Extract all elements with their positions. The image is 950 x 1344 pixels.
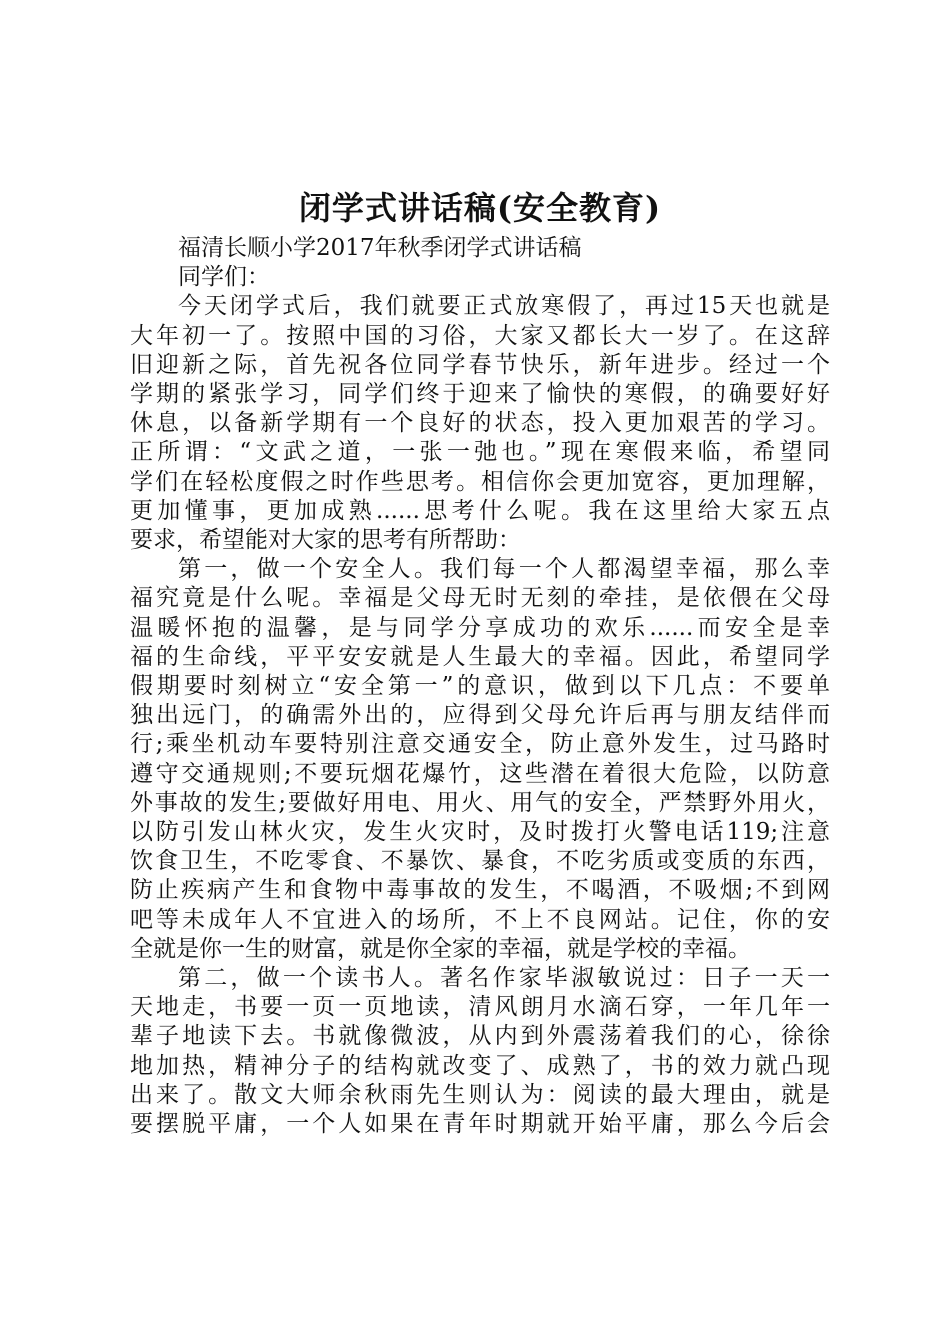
text-line: 辈子地读下去。书就像微波，从内到外震荡着我们的心，徐徐 bbox=[130, 1023, 830, 1050]
text-line: 吧等未成年人不宜进入的场所，不上不良网站。记住，你的安 bbox=[130, 906, 830, 933]
text-line: 行;乘坐机动车要特别注意交通安全，防止意外发生，过马路时 bbox=[130, 731, 830, 758]
text-line: 遵守交通规则;不要玩烟花爆竹，这些潜在着很大危险，以防意 bbox=[130, 760, 830, 787]
text-line: 天地走，书要一页一页地读，清风朗月水滴石穿，一年几年一 bbox=[130, 994, 830, 1021]
text-line: 独出远门，的确需外出的，应得到父母允许后再与朋友结伴而 bbox=[130, 702, 830, 729]
text-line: 要摆脱平庸，一个人如果在青年时期就开始平庸，那么今后会 bbox=[130, 1111, 830, 1138]
text-line: 福的生命线，平平安安就是人生最大的幸福。因此，希望同学 bbox=[130, 643, 830, 670]
text-line: 今天闭学式后，我们就要正式放寒假了，再过15天也就是 bbox=[178, 293, 830, 320]
text-line: 第二，做一个读书人。著名作家毕淑敏说过：日子一天一 bbox=[178, 965, 830, 992]
text-line: 以防引发山林火灾，发生火灾时，及时拨打火警电话119;注意 bbox=[130, 819, 830, 846]
text-line: 同学们： bbox=[178, 264, 270, 291]
text-line: 大年初一了。按照中国的习俗，大家又都长大一岁了。在这辞 bbox=[130, 322, 830, 349]
text-line: 学期的紧张学习，同学们终于迎来了愉快的寒假，的确要好好 bbox=[130, 381, 830, 408]
text-line: 假期要时刻树立“安全第一”的意识，做到以下几点：不要单 bbox=[130, 673, 830, 700]
text-line: 要求，希望能对大家的思考有所帮助： bbox=[130, 527, 521, 554]
text-line: 温暖怀抱的温馨，是与同学分享成功的欢乐......而安全是幸 bbox=[130, 614, 830, 641]
document-body bbox=[130, 234, 830, 1139]
text-line: 正所谓：“文武之道，一张一弛也。”现在寒假来临，希望同 bbox=[130, 439, 830, 466]
text-line: 防止疾病产生和食物中毒事故的发生，不喝酒，不吸烟;不到网 bbox=[130, 877, 830, 904]
text-line: 外事故的发生;要做好用电、用火、用气的安全，严禁野外用火， bbox=[130, 789, 830, 816]
text-line: 旧迎新之际，首先祝各位同学春节快乐，新年进步。经过一个 bbox=[130, 351, 830, 378]
text-line: 出来了。散文大师余秋雨先生则认为：阅读的最大理由，就是 bbox=[130, 1081, 830, 1108]
text-line: 饮食卫生，不吃零食、不暴饮、暴食，不吃劣质或变质的东西， bbox=[130, 848, 830, 875]
text-line: 学们在轻松度假之时作些思考。相信你会更加宽容，更加理解， bbox=[130, 468, 830, 495]
text-line: 福究竟是什么呢。幸福是父母无时无刻的牵挂，是依偎在父母 bbox=[130, 585, 830, 612]
text-line: 更加懂事，更加成熟......思考什么呢。我在这里给大家五点 bbox=[130, 497, 830, 524]
text-line: 全就是你一生的财富，就是你全家的幸福，就是学校的幸福。 bbox=[130, 935, 751, 962]
text-line: 第一，做一个安全人。我们每一个人都渴望幸福，那么幸 bbox=[178, 556, 830, 583]
document-title: 闭学式讲话稿(安全教育) bbox=[298, 189, 662, 227]
text-line: 地加热，精神分子的结构就改变了、成熟了，书的效力就凸现 bbox=[130, 1052, 830, 1079]
text-line: 休息，以备新学期有一个良好的状态，投入更加艰苦的学习。 bbox=[130, 410, 830, 437]
text-line: 福清长顺小学2017年秋季闭学式讲话稿 bbox=[178, 235, 582, 261]
